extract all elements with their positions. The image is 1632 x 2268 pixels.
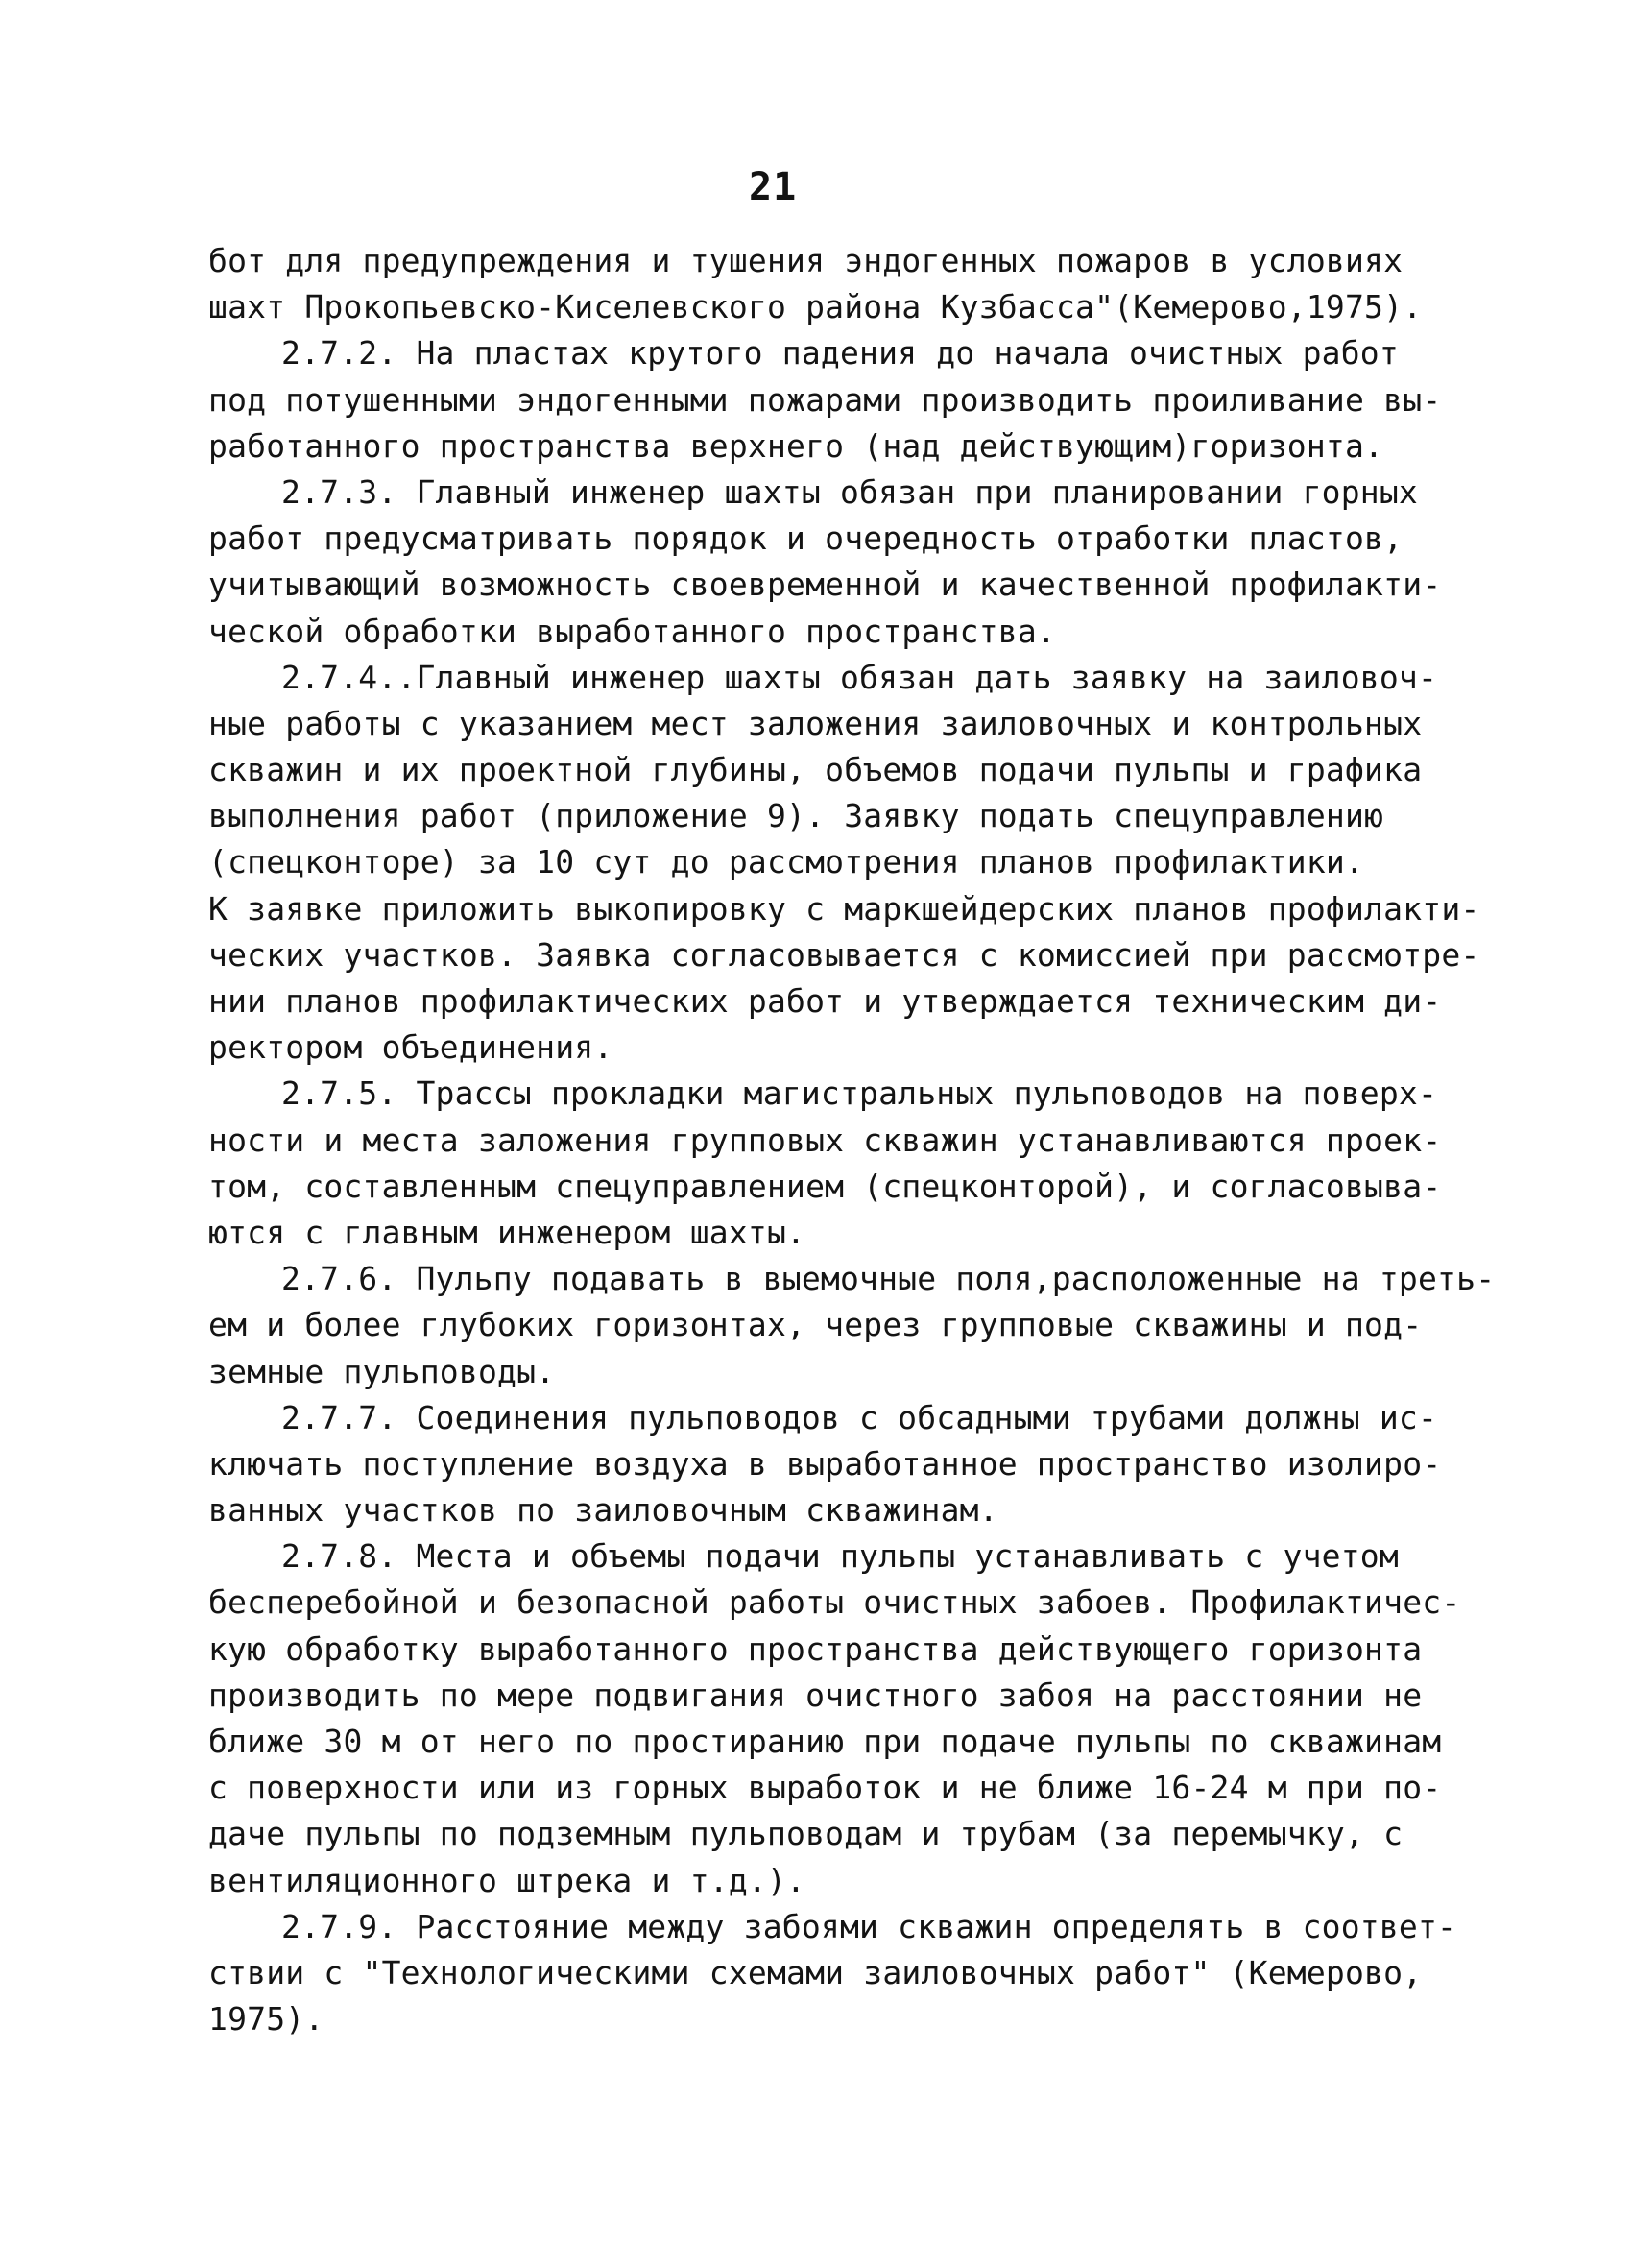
clause-2-7-6: 2.7.6. Пульпу подавать в выемочные поля,расположенные на треть- xyxy=(281,1260,1496,1298)
text-line: ствии с "Технологическими схемами заиловочных работ" (Кемерово, xyxy=(208,1953,1423,1991)
text-line: ключать поступление воздуха в выработанное пространство изолиро- xyxy=(208,1444,1442,1483)
clause-2-7-7: 2.7.7. Соединения пульповодов с обсадными трубами должны ис- xyxy=(281,1398,1438,1436)
text-line: ческой обработки выработанного пространства. xyxy=(208,612,1056,650)
page-number: 21 xyxy=(749,165,798,209)
clause-2-7-3: 2.7.3. Главный инженер шахты обязан при планировании горных xyxy=(281,472,1418,511)
text-line: вентиляционного штрека и т.д.). xyxy=(208,1861,806,1899)
text-line: земные пульповоды. xyxy=(208,1352,556,1390)
text-line: бесперебойной и безопасной работы очистных забоев. Профилактичес- xyxy=(208,1583,1461,1622)
text-line: работ предусматривать порядок и очередность отработки пластов, xyxy=(208,519,1404,558)
text-line: 1975). xyxy=(208,2000,324,2039)
body-text xyxy=(208,238,1496,2042)
text-line: ректором объединения. xyxy=(208,1028,613,1067)
text-line: шахт Прокопьевско-Киселевского района Кузбасса"(Кемерово,1975). xyxy=(208,288,1423,326)
text-line: ближе 30 м от него по простиранию при подаче пульпы по скважинам xyxy=(208,1723,1442,1760)
text-line: с поверхности или из горных выработок и не ближе 16-24 м при по- xyxy=(208,1769,1442,1807)
text-line: даче пульпы по подземным пульповодам и трубам (за перемычку, с xyxy=(208,1815,1404,1853)
text-line: ем и более глубоких горизонтах, через групповые скважины и под- xyxy=(208,1306,1423,1344)
clause-2-7-5: 2.7.5. Трассы прокладки магистральных пульповодов на поверх- xyxy=(281,1074,1438,1113)
text-line: ные работы с указанием мест заложения заиловочных и контрольных xyxy=(208,704,1423,742)
text-line: том, составленным спецуправлением (спецконторой), и согласовыва- xyxy=(208,1167,1442,1205)
text-line: нии планов профилактических работ и утверждается техническим ди- xyxy=(208,982,1442,1020)
clause-2-7-2: 2.7.2. На пластах крутого падения до начала очистных работ xyxy=(281,334,1399,373)
text-line: К заявке приложить выкопировку с маркшейдерских планов профилакти- xyxy=(208,889,1480,928)
clause-2-7-9: 2.7.9. Расстояние между забоями скважин определять в соответ- xyxy=(281,1907,1457,1945)
clause-2-7-4: 2.7.4..Главный инженер шахты обязан дать заявку на заиловоч- xyxy=(281,658,1438,696)
text-line: скважин и их проектной глубины, объемов подачи пульпы и графика xyxy=(208,751,1423,789)
text-line: кую обработку выработанного пространства действующего горизонта xyxy=(208,1629,1423,1668)
text-line: ются с главным инженером шахты. xyxy=(208,1213,806,1251)
text-line: (спецконторе) за 10 сут до рассмотрения планов профилактики. xyxy=(208,843,1365,881)
text-line: под потушенными эндогенными пожарами производить проиливание вы- xyxy=(208,380,1442,419)
text-line: производить по мере подвигания очистного забоя на расстоянии не xyxy=(208,1676,1423,1714)
text-line: ванных участков по заиловочным скважинам. xyxy=(208,1491,998,1530)
clause-2-7-8: 2.7.8. Места и объемы подачи пульпы устанавливать с учетом xyxy=(281,1537,1399,1576)
text-line: ческих участков. Заявка согласовывается с комиссией при рассмотре- xyxy=(208,935,1480,974)
text-line: учитывающий возможность своевременной и качественной профилакти- xyxy=(208,566,1442,604)
text-line: ности и места заложения групповых скважин устанавливаются проек- xyxy=(208,1121,1442,1159)
text-line: работанного пространства верхнего (над действующим)горизонта. xyxy=(208,426,1384,465)
text-line: бот для предупреждения и тушения эндогенных пожаров в условиях xyxy=(208,242,1404,279)
text-line: выполнения работ (приложение 9). Заявку подать спецуправлению xyxy=(208,797,1384,835)
